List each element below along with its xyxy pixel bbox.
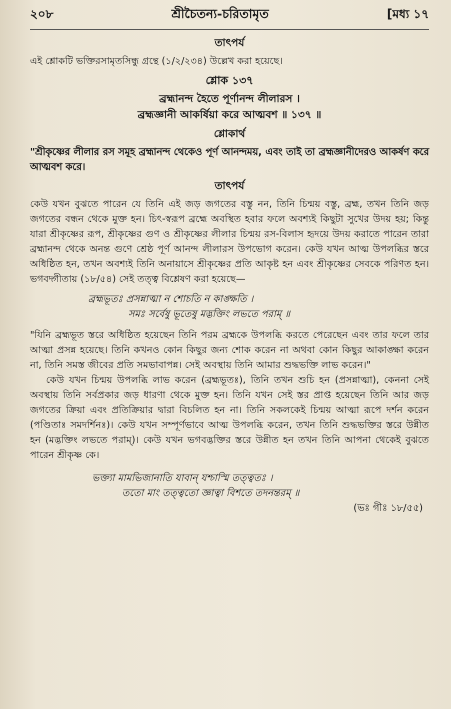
gita-reference: (ভঃ গীঃ ১৮/৫৫) [353, 503, 423, 514]
gita-sloka-54-line-2: সমঃ সর্বেষু ভূতেষু মদ্ভক্তিং লভতে পরাম্ ॥ [128, 309, 291, 320]
section-label: [মধ্য ১৭ [386, 7, 429, 21]
purport-block-2 [30, 179, 429, 516]
purport-heading-2: তাৎপর্য [214, 180, 245, 192]
page-number: ২০৮ [30, 7, 54, 21]
purport-text-1: এই শ্লোকটি ভক্তিরসামৃতসিন্ধু গ্রন্থে (১/২/২৩৪) উল্লেখ করা হয়েছে। [30, 56, 283, 67]
gita-sloka-55-line-1: ভক্ত্যা মামভিজানাতি যাবান্ যশ্চাস্মি তত্ত্বতঃ । [92, 473, 273, 484]
translation-heading: শ্লোকার্থ [213, 128, 246, 140]
purport-block-1 [30, 36, 429, 69]
gita-sloka-54-line-1: ব্রহ্মভূতঃ প্রসন্নাত্মা ন শোচতি ন কাঙ্ক্ষতি । [88, 294, 254, 305]
verse-block [30, 72, 429, 123]
purport-paragraph-2: কেউ যখন চিন্ময় উপলব্ধি লাভ করেন (ব্রহ্মভূতঃ), তিনি তখন শুচি হন (প্রসন্নাত্মা), কেননা সেই অবস্থায় তিনি সর্বপ্রকার জড় ধারণা থেকে মুক্ত হন। তিনি যখন সেই স্তর প্রাপ্ত হয়েছেন তিনি আর জড় জগতের ক্রিয়া এবং প্রতিক্রিয়ার দ্বারা বিচলিত হন না। তিনি সকলকেই চিন্ময় আত্মা রূপে দর্শন করেন (পণ্ডিতাঃ সমদর্শিনঃ)। কেউ যখন সম্পূর্ণভাবে আত্ম উপলব্ধি করেন, তখন তিনি শুদ্ধভক্তির স্তরে উন্নীত হন (মদ্ভক্তিং লভতে পরাম্)। কেউ যখন ভগবদ্ভক্তির স্তরে উন্নীত হন তখন তিনি আপনা থেকেই বুঝতে পারেন শ্রীকৃষ্ণ কে। [30, 375, 429, 461]
gita-quote: "যিনি ব্রহ্মভূত স্তরে অধিষ্ঠিত হয়েছেন তিনি পরম ব্রহ্মকে উপলব্ধি করতে পেরেছেন এবং তার ফলে তার আত্মা প্রসন্ন হয়েছে। তিনি কখনও কোন কিছুর জন্য শোক করেন না অথবা কোন কিছুর আকাঙ্ক্ষা করেন না, তিনি সমস্ত জীবের প্রতি সমভাবাপন্ন। সেই অবস্থায় তিনি আমার শুদ্ধভক্তি লাভ করেন।" [30, 330, 429, 371]
verse-line-1: ব্রহ্মানন্দ হৈতে পূর্ণানন্দ লীলারস । [159, 93, 300, 105]
gita-sloka-55-line-2: ততো মাং তত্ত্বতো জ্ঞাত্বা বিশতে তদনন্তরম্ ॥ [122, 488, 300, 499]
page-header [30, 6, 429, 30]
purport-paragraph-1: কেউ যখন বুঝতে পারেন যে তিনি এই জড় জগতের বস্তু নন, তিনি চিন্ময় বস্তু, ব্রহ্ম, তখন তিনি জড় জগতের বন্ধন থেকে মুক্ত হন। চিৎ-স্বরূপ ব্রহ্মে অবস্থিত হবার ফলে অবশ্যই কিছুটা সুখের উদয় হয়; কিন্তু যারা শ্রীকৃষ্ণের রূপ, শ্রীকৃষ্ণের গুণ ও শ্রীকৃষ্ণের লীলার চিন্ময় রস-বিলাস হৃদয়ে উদয় করাতে পারেন তারা ব্রহ্মানন্দ থেকে অনন্ত গুণে শ্রেষ্ঠ পূর্ণ আনন্দ লীলারস উপভোগ করেন। কেউ যখন আত্ম উপলব্ধির স্তরে অধিষ্ঠিত হন, তখন অবশ্যই তিনি অনায়াসে শ্রীকৃষ্ণের প্রতি আকৃষ্ট হন এবং শ্রীকৃষ্ণের সেবকে পরিণত হন। ভগবদ্গীতায় (১৮/৫৪) সেই তত্ত্ব বিশ্লেষণ করা হয়েছে— [30, 199, 429, 285]
verse-line-2: ব্রহ্মজ্ঞানী আকর্ষিয়া করে আত্মবশ ॥ ১৩৭ ॥ [137, 109, 322, 121]
purport-heading-1: তাৎপর্য [214, 37, 245, 49]
verse-number: শ্লোক ১৩৭ [205, 74, 254, 87]
translation-text: "শ্রীকৃষ্ণের লীলার রস সমূহ ব্রহ্মানন্দ থেকেও পূর্ণ আনন্দময়, এবং তাই তা ব্রহ্মজ্ঞানীদেরও আকর্ষণ করে আত্মবশ করে। [30, 147, 429, 173]
book-title: শ্রীচৈতন্য-চরিতামৃত [171, 6, 269, 21]
translation-block [30, 127, 429, 175]
